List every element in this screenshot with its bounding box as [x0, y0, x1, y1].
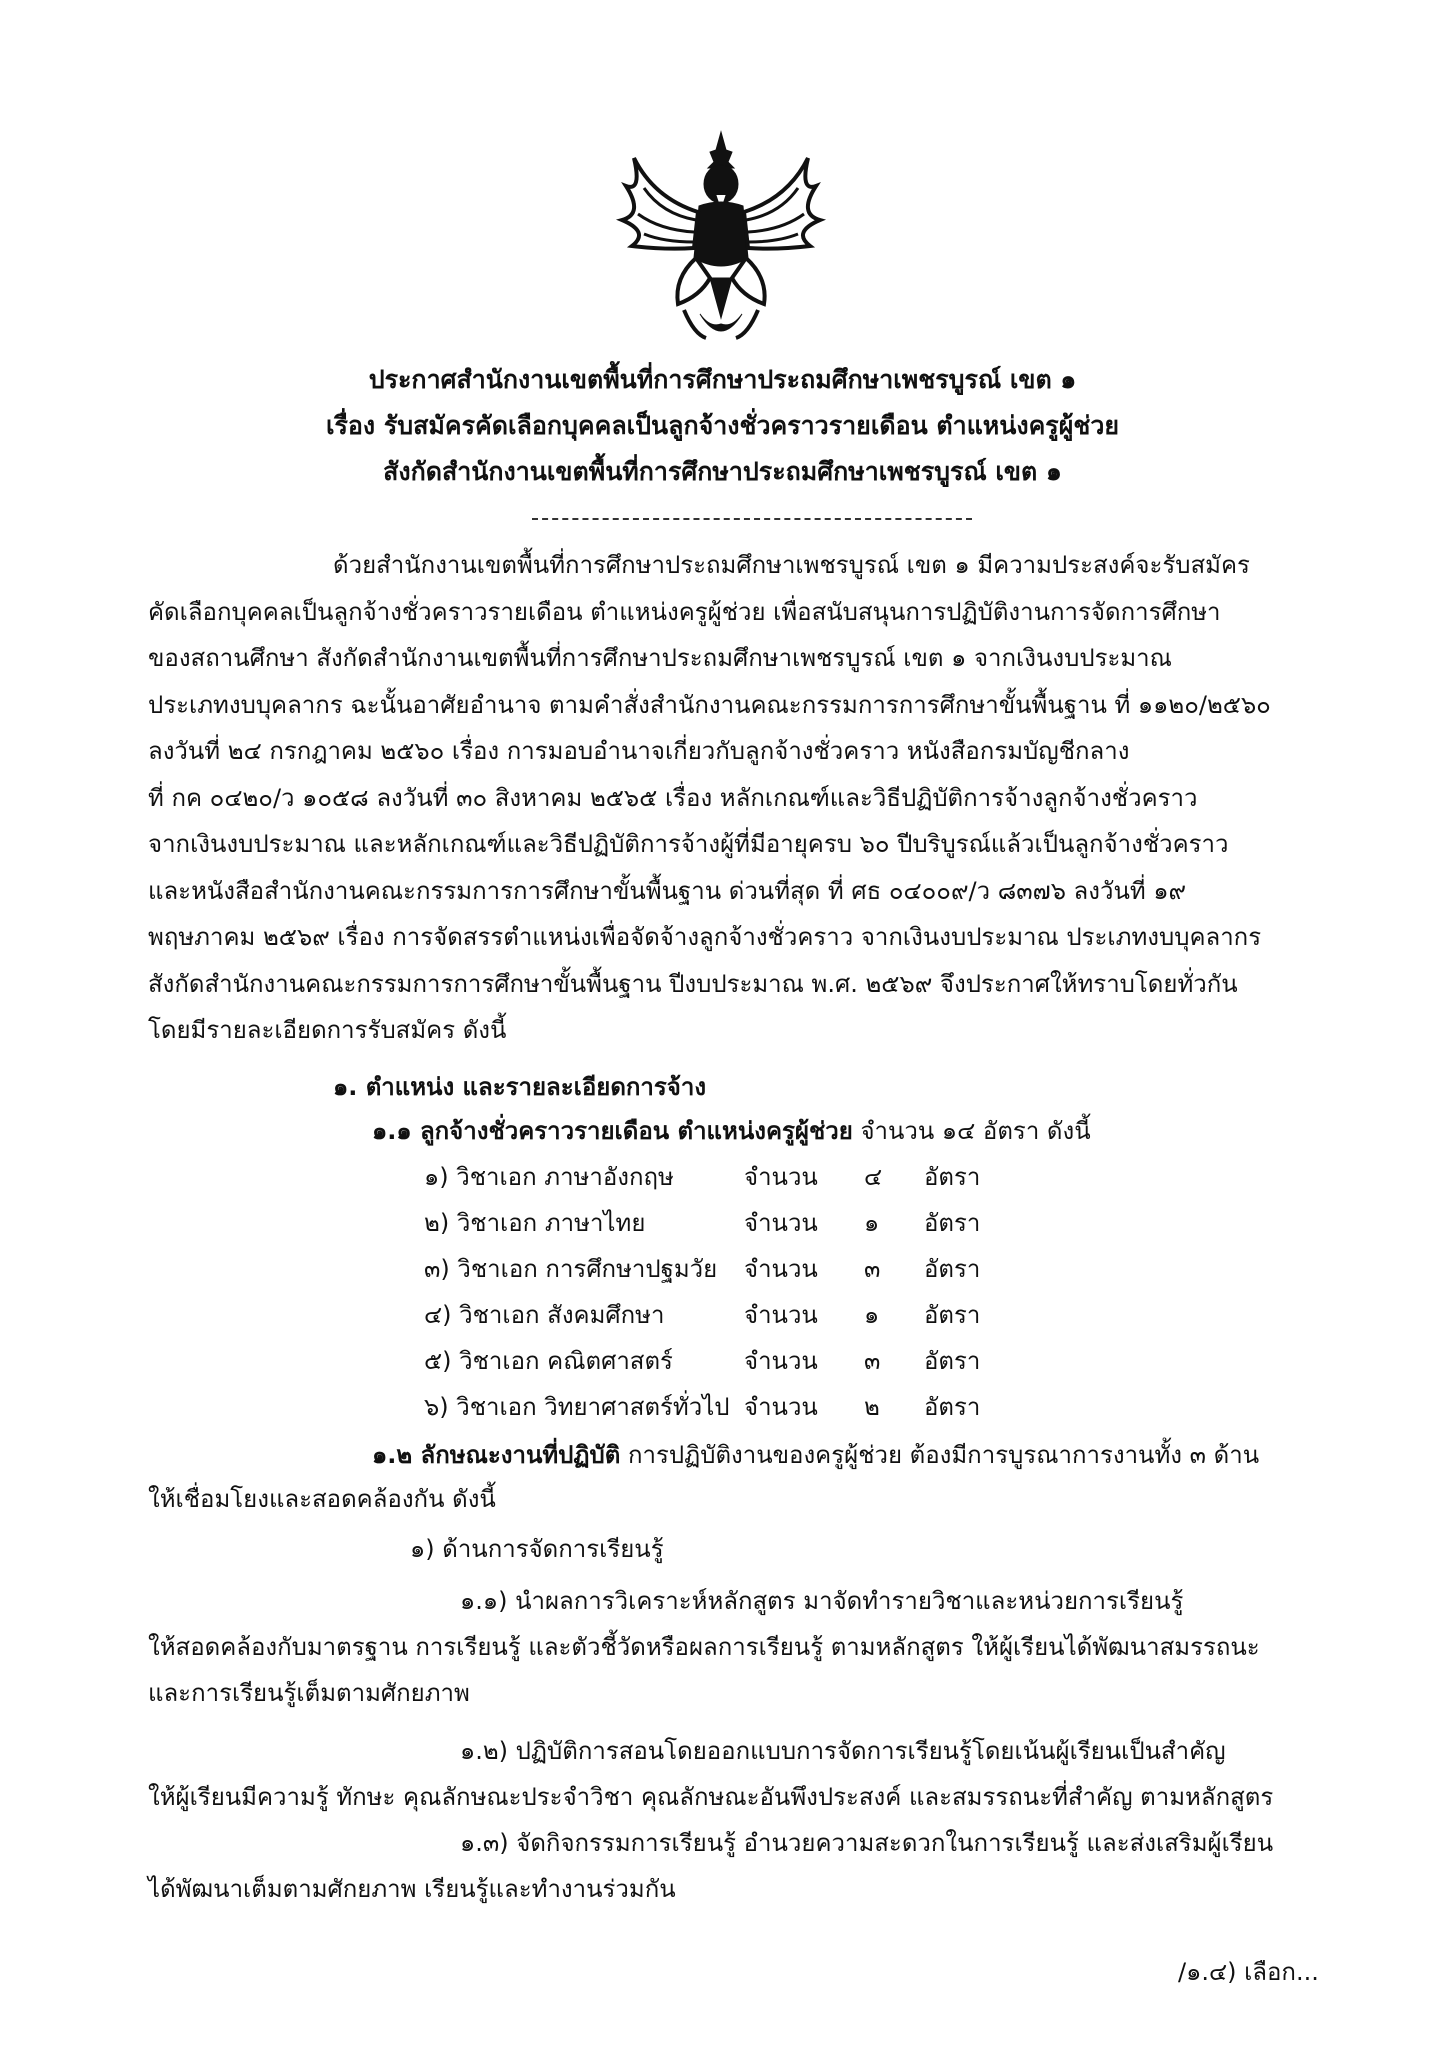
area1-heading: ๑) ด้านการจัดการเรียนรู้ [410, 1535, 664, 1563]
item-1-1-line2: ให้สอดคล้องกับมาตรฐาน การเรียนรู้ และตัวชี้วัดหรือผลการเรียนรู้ ตามหลักสูตร ให้ผู้เรียนได้พัฒนาสมรรถนะ [148, 1633, 1260, 1661]
position-subject: ๓) วิชาเอก การศึกษาปฐมวัย [424, 1255, 718, 1283]
garuda-emblem-icon [614, 128, 828, 348]
intro-line: คัดเลือกบุคคลเป็นลูกจ้างชั่วคราวรายเดือน ตำแหน่งครูผู้ช่วย เพื่อสนับสนุนการปฏิบัติงานการจัดการศึกษา [148, 597, 1221, 626]
item-1-3-line2: ได้พัฒนาเต็มตามศักยภาพ เรียนรู้และทำงานร่วมกัน [148, 1875, 676, 1903]
position-unit: อัตรา [924, 1393, 981, 1421]
intro-line: สังกัดสำนักงานคณะกรรมการการศึกษาขั้นพื้นฐาน ปีงบประมาณ พ.ศ. ๒๕๖๙ จึงประกาศให้ทราบโดยทั่วกัน [148, 969, 1238, 998]
section1-heading: ๑. ตำแหน่ง และรายละเอียดการจ้าง [333, 1073, 707, 1101]
section1-2-text: การปฏิบัติงานของครูผู้ช่วย ต้องมีการบูรณาการงานทั้ง ๓ ด้าน [620, 1441, 1260, 1469]
item-1-1-line3: และการเรียนรู้เต็มตามศักยภาพ [148, 1679, 470, 1707]
position-count-label: จำนวน [744, 1301, 818, 1329]
intro-line: และหนังสือสำนักงานคณะกรรมการการศึกษาขั้นพื้นฐาน ด่วนที่สุด ที่ ศธ ๐๔๐๐๙/ว ๘๓๗๖ ลงวันที่ ๑๙ [148, 876, 1187, 905]
position-unit: อัตรา [924, 1255, 981, 1283]
announcement-subject: เรื่อง รับสมัครคัดเลือกบุคคลเป็นลูกจ้างชั่วคราวรายเดือน ตำแหน่งครูผู้ช่วย [325, 411, 1120, 440]
position-count-label: จำนวน [744, 1209, 818, 1237]
item-1-1-line1: ๑.๑) นำผลการวิเคราะห์หลักสูตร มาจัดทำรายวิชาและหน่วยการเรียนรู้ [460, 1587, 1184, 1615]
position-count: ๑ [864, 1209, 880, 1237]
position-subject: ๒) วิชาเอก ภาษาไทย [424, 1209, 646, 1237]
position-count: ๑ [864, 1301, 880, 1329]
position-unit: อัตรา [924, 1301, 981, 1329]
intro-line: ที่ กค ๐๔๒๐/ว ๑๐๕๘ ลงวันที่ ๓๐ สิงหาคม ๒๕๖๕ เรื่อง หลักเกณฑ์และวิธีปฏิบัติการจ้างลูกจ้างชั่วคราว [148, 783, 1198, 812]
section1-1-heading [372, 1108, 1091, 1154]
position-count: ๓ [864, 1347, 881, 1375]
title-divider [532, 518, 972, 520]
intro-line: ของสถานศึกษา สังกัดสำนักงานเขตพื้นที่การศึกษาประถมศึกษาเพชรบูรณ์ เขต ๑ จากเงินงบประมาณ [148, 644, 1172, 672]
position-subject: ๖) วิชาเอก วิทยาศาสตร์ทั่วไป [424, 1393, 730, 1421]
announcement-affiliation: สังกัดสำนักงานเขตพื้นที่การศึกษาประถมศึกษาเพชรบูรณ์ เขต ๑ [383, 457, 1062, 486]
item-1-2-line2: ให้ผู้เรียนมีความรู้ ทักษะ คุณลักษณะประจำวิชา คุณลักษณะอันพึงประสงค์ และสมรรถนะที่สำคัญ ตามหลักสูตร [148, 1783, 1274, 1811]
position-count: ๔ [864, 1163, 883, 1191]
item-1-2-line1: ๑.๒) ปฏิบัติการสอนโดยออกแบบการจัดการเรียนรู้โดยเน้นผู้เรียนเป็นสำคัญ [460, 1737, 1226, 1765]
intro-line: โดยมีรายละเอียดการรับสมัคร ดังนี้ [148, 1016, 507, 1044]
position-subject: ๑) วิชาเอก ภาษาอังกฤษ [424, 1163, 674, 1191]
intro-paragraph [148, 542, 1326, 1054]
position-unit: อัตรา [924, 1163, 981, 1191]
position-count: ๓ [864, 1255, 881, 1283]
intro-line: ประเภทงบบุคลากร ฉะนั้นอาศัยอำนาจ ตามคำสั่งสำนักงานคณะกรรมการการศึกษาขั้นพื้นฐาน ที่ ๑๑๒๐/๒๕๖๐ [148, 690, 1271, 719]
section1-1-title: ๑.๑ ลูกจ้างชั่วคราวรายเดือน ตำแหน่งครูผู้ช่วย [372, 1117, 853, 1145]
position-count: ๒ [864, 1393, 880, 1421]
position-count-label: จำนวน [744, 1255, 818, 1283]
announcement-title: ประกาศสำนักงานเขตพื้นที่การศึกษาประถมศึกษาเพชรบูรณ์ เขต ๑ [368, 365, 1077, 394]
item-1-3-line1: ๑.๓) จัดกิจกรรมการเรียนรู้ อำนวยความสะดวกในการเรียนรู้ และส่งเสริมผู้เรียน [460, 1829, 1274, 1857]
position-count-label: จำนวน [744, 1347, 818, 1375]
position-unit: อัตรา [924, 1347, 981, 1375]
next-page-reference: /๑.๔) เลือก... [1178, 1958, 1319, 1986]
position-subject: ๔) วิชาเอก สังคมศึกษา [424, 1301, 665, 1329]
section1-2-heading [372, 1432, 1259, 1478]
intro-line: พฤษภาคม ๒๕๖๙ เรื่อง การจัดสรรตำแหน่งเพื่อจัดจ้างลูกจ้างชั่วคราว จากเงินงบประมาณ ประเภทงบบุคลากร [148, 923, 1262, 951]
intro-line: จากเงินงบประมาณ และหลักเกณฑ์และวิธีปฏิบัติการจ้างผู้ที่มีอายุครบ ๖๐ ปีบริบูรณ์แล้วเป็นลูกจ้างชั่วคราว [148, 830, 1229, 858]
section1-1-count: จำนวน ๑๔ อัตรา ดังนี้ [852, 1117, 1091, 1145]
intro-line: ลงวันที่ ๒๔ กรกฎาคม ๒๕๖๐ เรื่อง การมอบอำนาจเกี่ยวกับลูกจ้างชั่วคราว หนังสือกรมบัญชีกลาง [148, 737, 1130, 765]
position-count-label: จำนวน [744, 1163, 818, 1191]
intro-line: ด้วยสำนักงานเขตพื้นที่การศึกษาประถมศึกษาเพชรบูรณ์ เขต ๑ มีความประสงค์จะรับสมัคร [333, 551, 1250, 579]
position-subject: ๕) วิชาเอก คณิตศาสตร์ [424, 1347, 673, 1375]
position-count-label: จำนวน [744, 1393, 818, 1421]
section1-2-title: ๑.๒ ลักษณะงานที่ปฏิบัติ [372, 1441, 621, 1469]
position-unit: อัตรา [924, 1209, 981, 1237]
section1-2-line2: ให้เชื่อมโยงและสอดคล้องกัน ดังนี้ [148, 1485, 496, 1513]
